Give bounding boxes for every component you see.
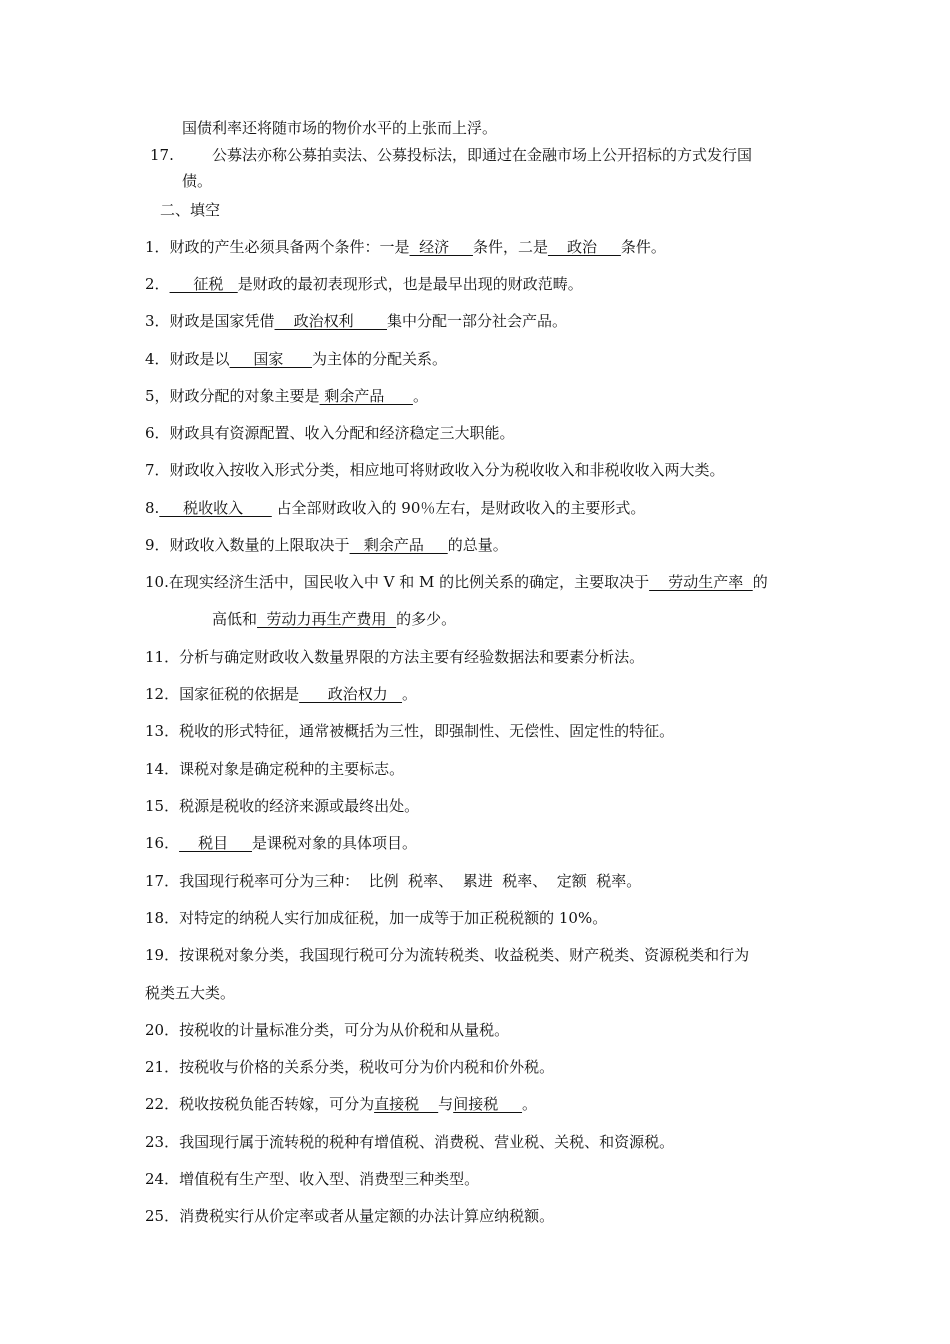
answer-blank: 直接税 <box>374 1095 439 1113</box>
answer-blank: 经济 <box>409 238 473 256</box>
fill-item-18: 18．对特定的纳税人实行加成征税，加一成等于加正税税额的 10%。 <box>145 909 608 927</box>
fill-item-4: 4．财政是以 国家 为主体的分配关系。 <box>145 350 448 368</box>
answer-blank: 政治权力 <box>299 685 403 703</box>
fill-item-5: 5，财政分配的对象主要是 剩余产品 。 <box>145 387 428 405</box>
answer-blank: 税目 <box>179 834 253 852</box>
answer-blank: 税收收入 <box>159 499 272 517</box>
fill-item-6: 6．财政具有资源配置、收入分配和经济稳定三大职能。 <box>145 424 515 442</box>
answer-blank: 剩余产品 <box>349 536 448 554</box>
fill-item-23: 23．我国现行属于流转税的税种有增值税、消费税、营业税、关税、和资源税。 <box>145 1133 675 1151</box>
answer-blank: 征税 <box>169 275 238 293</box>
fill-item-11: 11．分析与确定财政收入数量界限的方法主要有经验数据法和要素分析法。 <box>145 648 645 666</box>
fill-item-9: 9．财政收入数量的上限取决于 剩余产品 的总量。 <box>145 536 508 554</box>
fill-item-10-continuation: 高低和 劳动力再生产费用 的多少。 <box>212 610 457 628</box>
fill-item-21: 21．按税收与价格的关系分类，税收可分为价内税和价外税。 <box>145 1058 555 1076</box>
answer-blank: 劳动生产率 <box>649 573 753 591</box>
fill-item-12: 12．国家征税的依据是 政治权力 。 <box>145 685 418 703</box>
answer-blank: 剩余产品 <box>319 387 413 405</box>
fill-item-14: 14．课税对象是确定税种的主要标志。 <box>145 760 405 778</box>
prev-item-17-number: 17. <box>150 146 174 164</box>
answer-blank: 政治权利 <box>274 312 387 330</box>
prev-item-17-continuation: 债。 <box>182 172 213 190</box>
fill-item-1: 1．财政的产生必须具备两个条件：一是 经济 条件，二是 政治 条件。 <box>145 238 666 256</box>
fill-item-22: 22．税收按税负能否转嫁，可分为直接税 与间接税 。 <box>145 1095 538 1113</box>
fill-item-17: 17．我国现行税率可分为三种： 比例 税率、 累进 税率、 定额 税率。 <box>145 872 642 890</box>
fill-item-20: 20．按税收的计量标准分类，可分为从价税和从量税。 <box>145 1021 510 1039</box>
fill-item-7: 7．财政收入按收入形式分类，相应地可将财政收入分为税收收入和非税收收入两大类。 <box>145 461 725 479</box>
answer-blank: 国家 <box>229 350 312 368</box>
fill-item-24: 24．增值税有生产型、收入型、消费型三种类型。 <box>145 1170 480 1188</box>
prev-line-1: 国债利率还将随市场的物价水平的上张而上浮。 <box>182 119 498 137</box>
prev-item-17-text: 公募法亦称公募拍卖法、公募投标法，即通过在金融市场上公开招标的方式发行国 <box>212 146 753 164</box>
fill-item-3: 3．财政是国家凭借 政治权利 集中分配一部分社会产品。 <box>145 312 568 330</box>
fill-item-15: 15．税源是税收的经济来源或最终出处。 <box>145 797 420 815</box>
fill-item-13: 13．税收的形式特征，通常被概括为三性，即强制性、无偿性、固定性的特征。 <box>145 722 675 740</box>
fill-item-19-continuation: 税类五大类。 <box>145 984 236 1002</box>
fill-item-19: 19．按课税对象分类，我国现行税可分为流转税类、收益税类、财产税类、资源税类和行为 <box>145 946 750 964</box>
fill-item-2: 2． 征税 是财政的最初表现形式，也是最早出现的财政范畴。 <box>145 275 583 293</box>
answer-blank: 间接税 <box>453 1095 523 1113</box>
fill-item-10: 10.在现实经济生活中，国民收入中 V 和 M 的比例关系的确定，主要取决于 劳动生产率 的 <box>145 573 768 591</box>
answer-blank: 政治 <box>547 238 621 256</box>
fill-item-25: 25．消费税实行从价定率或者从量定额的办法计算应纳税额。 <box>145 1207 555 1225</box>
section-title: 二、填空 <box>160 201 221 219</box>
fill-item-16: 16． 税目 是课税对象的具体项目。 <box>145 834 418 852</box>
answer-blank: 劳动力再生产费用 <box>257 610 397 628</box>
fill-item-8: 8. 税收收入 占全部财政收入的 90％左右，是财政收入的主要形式。 <box>145 499 646 517</box>
